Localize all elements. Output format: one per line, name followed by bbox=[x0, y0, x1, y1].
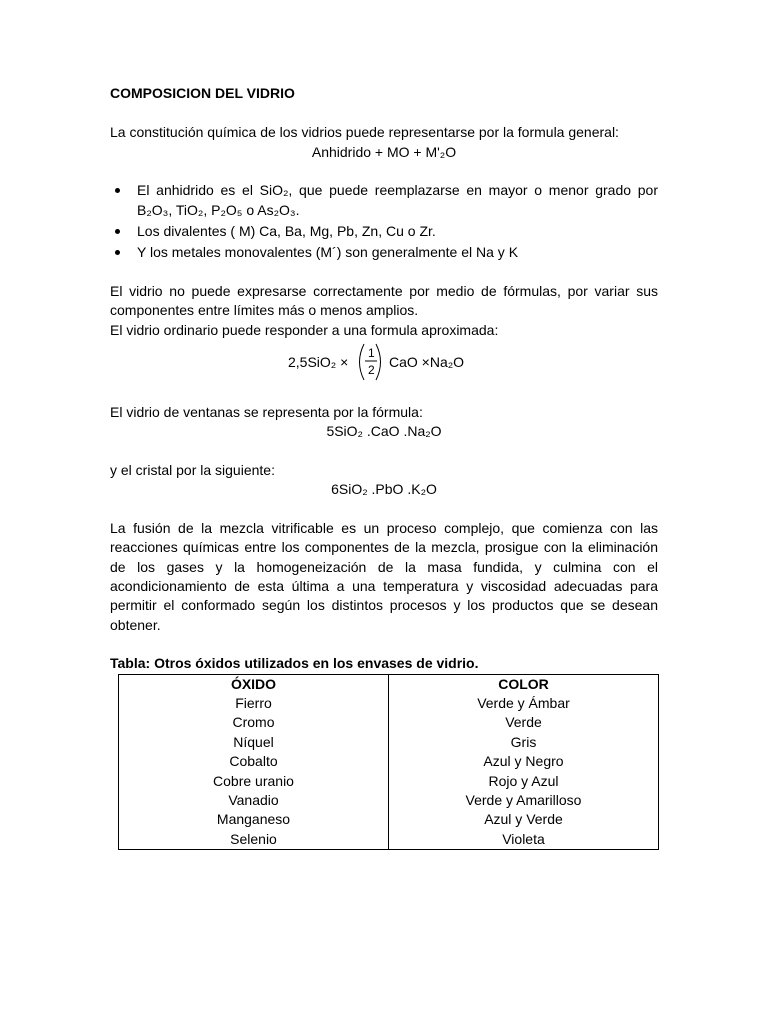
color-cell: Verde y Amarilloso bbox=[465, 791, 582, 808]
bullet-item: El anhidrido es el SiO₂, que puede reemplazarse en mayor o menor grado por B₂O₃, TiO₂, P₂O₅ o As₂O₃. bbox=[110, 181, 658, 220]
color-cell: Verde bbox=[505, 714, 542, 731]
oxide-cell: Vanadio bbox=[119, 791, 389, 810]
intro-paragraph: La constitución química de los vidrios puede representarse por la formula general: bbox=[110, 124, 619, 141]
color-cell: Azul y Negro bbox=[483, 753, 564, 770]
table-row bbox=[119, 733, 659, 752]
header-color: COLOR bbox=[498, 675, 549, 692]
fraction-denominator: 2 bbox=[368, 363, 375, 378]
ordinary-glass-intro: El vidrio ordinario puede responder a una formula aproximada: bbox=[110, 321, 499, 338]
fraction-numerator: 1 bbox=[368, 346, 375, 361]
oxide-cell: Níquel bbox=[119, 733, 389, 752]
crystal-intro: y el cristal por la siguiente: bbox=[110, 461, 275, 478]
header-oxido: ÓXIDO bbox=[119, 674, 389, 694]
general-formula: Anhidrido + MO + M'₂O bbox=[311, 143, 457, 160]
table-row bbox=[119, 830, 659, 850]
ordinary-glass-formula bbox=[284, 340, 484, 384]
left-paren-icon bbox=[360, 344, 365, 380]
formula-explanation-paragraph: El vidrio no puede expresarse correctamente por medio de fórmulas, por variar sus componentes entre límites más o menos amplios. bbox=[110, 282, 658, 319]
color-cell: Gris bbox=[510, 733, 537, 750]
document-page bbox=[110, 84, 658, 850]
color-cell: Azul y Verde bbox=[484, 811, 563, 828]
oxide-cell: Cobre uranio bbox=[119, 772, 389, 791]
oxides-table bbox=[118, 674, 659, 851]
color-cell: Verde y Ámbar bbox=[477, 694, 570, 711]
bullet-item: Los divalentes ( M) Ca, Ba, Mg, Pb, Zn, Cu o Zr. bbox=[110, 222, 658, 241]
oxide-cell: Fierro bbox=[119, 694, 389, 713]
oxide-cell: Selenio bbox=[119, 830, 389, 850]
table-header-row bbox=[119, 674, 659, 694]
window-glass-formula: 5SiO₂ .CaO .Na₂O bbox=[326, 423, 442, 440]
table-row bbox=[119, 713, 659, 732]
formula-right: CaO ×Na₂O bbox=[389, 354, 465, 371]
right-paren-icon bbox=[376, 344, 381, 380]
bullet-dot-icon bbox=[115, 229, 120, 234]
oxide-cell: Cobalto bbox=[119, 752, 389, 771]
bullet-list bbox=[110, 181, 658, 263]
oxide-cell: Manganeso bbox=[119, 810, 389, 829]
oxide-cell: Cromo bbox=[119, 713, 389, 732]
color-cell: Violeta bbox=[502, 830, 545, 847]
table-row bbox=[119, 772, 659, 791]
bullet-item: Y los metales monovalentes (M´) son generalmente el Na y K bbox=[110, 243, 658, 262]
color-cell: Rojo y Azul bbox=[488, 772, 559, 789]
formula-left: 2,5SiO₂ × bbox=[288, 354, 349, 371]
table-row bbox=[119, 791, 659, 810]
table-row bbox=[119, 694, 659, 713]
crystal-formula: 6SiO₂ .PbO .K₂O bbox=[331, 481, 437, 498]
table-row bbox=[119, 810, 659, 829]
bullet-dot-icon bbox=[115, 250, 120, 255]
fusion-paragraph: La fusión de la mezcla vitrificable es un proceso complejo, que comienza con las reacciones químicas entre los componentes de la mezcla, prosigue con la eliminación de los gases y la homogeneización de la masa fundida, y culmina con el acondicionamiento de esta última a una temperatura y viscosidad adecuadas para permitir el conformado según los distintos procesos y los productos que se desean obtener. bbox=[110, 519, 658, 633]
window-glass-intro: El vidrio de ventanas se representa por la fórmula: bbox=[110, 404, 423, 421]
table-row bbox=[119, 752, 659, 771]
document-title: COMPOSICION DEL VIDRIO bbox=[110, 85, 295, 101]
table-caption: Tabla: Otros óxidos utilizados en los envases de vidrio. bbox=[110, 655, 479, 672]
bullet-dot-icon bbox=[115, 188, 120, 193]
